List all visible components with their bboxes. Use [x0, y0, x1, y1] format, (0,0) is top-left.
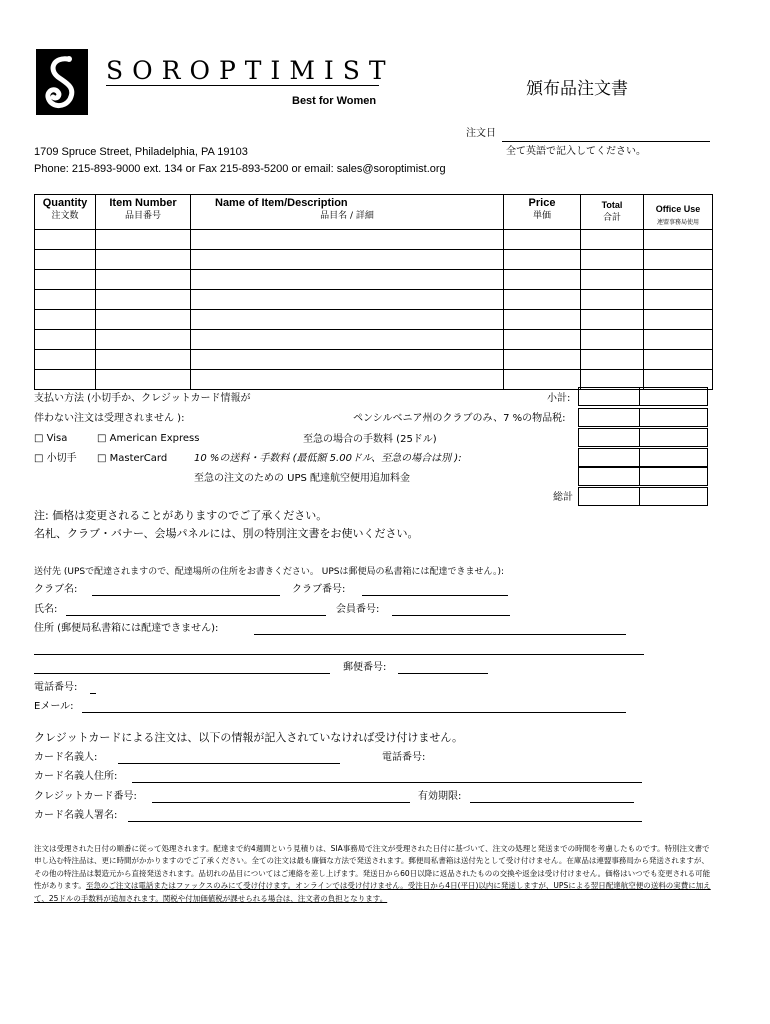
office-cell	[644, 270, 713, 290]
item-cell[interactable]	[96, 230, 191, 250]
card-number-field[interactable]	[152, 802, 410, 803]
qty-cell[interactable]	[35, 230, 96, 250]
item-cell[interactable]	[96, 350, 191, 370]
club-name-label: クラブ名:	[34, 584, 78, 595]
desc-cell[interactable]	[191, 270, 504, 290]
check-option[interactable]: □ 小切手	[34, 453, 77, 464]
subtotal-box[interactable]	[578, 387, 640, 406]
note-price-change: 注: 価格は変更されることがありますのでご了承ください。	[34, 509, 328, 522]
address-field-3[interactable]	[34, 673, 330, 674]
price-cell[interactable]	[504, 230, 581, 250]
document-title: 頒布品注文書	[526, 79, 628, 99]
brand-name: SOROPTIMIST	[106, 56, 395, 85]
credit-section-title: クレジットカードによる注文は、以下の情報が記入されていなければ受け付けません。	[34, 731, 464, 744]
phone-label: 電話番号:	[34, 682, 78, 693]
card-holder-address-field[interactable]	[132, 782, 642, 783]
order-date-field[interactable]	[502, 141, 710, 142]
total-cell[interactable]	[581, 230, 644, 250]
address-field-2[interactable]	[34, 654, 644, 655]
total-cell[interactable]	[581, 270, 644, 290]
tagline: Best for Women	[292, 95, 377, 107]
total-cell[interactable]	[581, 250, 644, 270]
member-number-label: 会員番号:	[336, 604, 380, 615]
qty-cell[interactable]	[35, 350, 96, 370]
office-cell	[644, 250, 713, 270]
total-cell[interactable]	[581, 310, 644, 330]
club-name-field[interactable]	[92, 595, 280, 596]
tax-box[interactable]	[578, 408, 640, 427]
address-line-1: 1709 Spruce Street, Philadelphia, PA 19103	[34, 146, 248, 158]
address-label: 住所 (郵便局私書箱には配達できません):	[34, 623, 219, 634]
amex-option[interactable]: □ American Express	[97, 433, 200, 444]
item-cell[interactable]	[96, 330, 191, 350]
checkbox-icon[interactable]: □	[97, 453, 107, 464]
col-description: Name of Item/Description 品目名 / 詳細	[191, 195, 504, 230]
office-cell	[644, 310, 713, 330]
shipping-label: 10 %の送料・手数料 (最低額 5.00ドル、至急の場合は別 ):	[194, 453, 462, 464]
tax-label: ペンシルベニア州のクラブのみ、7 %の物品税:	[353, 413, 566, 424]
subtotal-label: 小計:	[547, 393, 571, 404]
checkbox-icon[interactable]: □	[34, 433, 44, 444]
total-cell[interactable]	[581, 330, 644, 350]
order-date-label: 注文日	[466, 128, 496, 139]
col-price: Price 単価	[504, 195, 581, 230]
table-row	[35, 330, 713, 350]
soroptimist-logo	[36, 49, 88, 115]
office-box	[640, 428, 708, 447]
grand-total-box[interactable]	[578, 487, 640, 506]
expiry-field[interactable]	[470, 802, 634, 803]
ups-label: 至急の注文のための UPS 配達航空便用追加料金	[194, 473, 411, 484]
name-label: 氏名:	[34, 604, 58, 615]
visa-option[interactable]: □ Visa	[34, 433, 68, 444]
office-box	[640, 408, 708, 427]
expiry-label: 有効期限:	[418, 791, 462, 802]
signature-label: カード名義人署名:	[34, 810, 118, 821]
item-cell[interactable]	[96, 250, 191, 270]
brand-rule	[106, 85, 379, 86]
qty-cell[interactable]	[35, 310, 96, 330]
rush-fee-label: 至急の場合の手数料 (25ドル)	[303, 434, 437, 445]
office-cell	[644, 330, 713, 350]
price-cell[interactable]	[504, 350, 581, 370]
note-special-order: 名札、クラブ・バナー、会場パネルには、別の特別注文書をお使いください。	[34, 527, 419, 540]
fine-print: 注文は受理された日付の順番に従って処理されます。配達まで約4週間という見積りは、SIA事務局で注文が受理された日付に基づいて、注文の処理と発送までの時間を考慮したものです。特別注文書で申し込む特注品は、更に時間がかかりますのでご了承ください。全ての注文は最も廉価な方法で発送されます。郵便局私書箱は送付先として受け付けません。在庫品は連盟事務局から発送されますが、その他の特注品は製造元から直接発送されます。品切れの品目についてはご連絡を差し上げます。発送日から60日以降に返品されたものの交換や返金は受け付けません。価格はいつでも変更される可能性があります。至急のご注文は電話またはファックスのみにて受け付けます。オンラインでは受け付けません。受注日から4日(平日)以内に発送しますが、UPSによる翌日配達航空便の送料の実費に加えて、25ドルの手数料が追加されます。関税や付加価値税が課せられる場合は、注文者の負担となります。	[34, 844, 711, 903]
price-cell[interactable]	[504, 270, 581, 290]
checkbox-icon[interactable]: □	[97, 433, 107, 444]
item-cell[interactable]	[96, 370, 191, 390]
grand-total-label: 総計	[553, 492, 573, 503]
card-holder-field[interactable]	[118, 763, 340, 764]
card-holder-label: カード名義人:	[34, 752, 98, 763]
desc-cell[interactable]	[191, 310, 504, 330]
office-cell	[644, 290, 713, 310]
order-table	[34, 194, 713, 390]
ups-box[interactable]	[578, 467, 640, 486]
office-cell	[644, 230, 713, 250]
office-box	[640, 448, 708, 467]
email-field[interactable]	[82, 712, 626, 713]
item-cell[interactable]	[96, 270, 191, 290]
col-total: Total 合計	[581, 195, 644, 230]
postal-code-label: 郵便番号:	[343, 662, 387, 673]
qty-cell[interactable]	[35, 330, 96, 350]
email-label: Eメール:	[34, 701, 74, 712]
shipping-section-title: 送付先 (UPSで配達されますので、配達場所の住所をお書きください。 UPSは郵便局の私書箱には配達できません。):	[34, 567, 505, 577]
club-number-field[interactable]	[362, 595, 508, 596]
address-line-2: Phone: 215-893-9000 ext. 134 or Fax 215-893-5200 or email: sales@soroptimist.org	[34, 163, 446, 175]
col-item-number: Item Number 品目番号	[96, 195, 191, 230]
qty-cell[interactable]	[35, 290, 96, 310]
member-number-field[interactable]	[392, 615, 510, 616]
name-field[interactable]	[66, 615, 326, 616]
col-office-use: Office Use 連盟事務局使用	[644, 195, 713, 230]
mastercard-option[interactable]: □ MasterCard	[97, 453, 168, 464]
office-box	[640, 387, 708, 406]
price-cell[interactable]	[504, 310, 581, 330]
checkbox-icon[interactable]: □	[34, 453, 44, 464]
price-cell[interactable]	[504, 290, 581, 310]
payment-method-line2: 伴わない注文は受理されません ):	[34, 413, 185, 424]
office-cell	[644, 350, 713, 370]
phone-field[interactable]	[90, 693, 96, 694]
table-row	[35, 310, 713, 330]
english-note: 全て英語で記入してください。	[506, 146, 646, 157]
desc-cell[interactable]	[191, 350, 504, 370]
desc-cell[interactable]	[191, 230, 504, 250]
item-cell[interactable]	[96, 290, 191, 310]
price-cell[interactable]	[504, 250, 581, 270]
rush-fee-box[interactable]	[578, 428, 640, 447]
card-number-label: クレジットカード番号:	[34, 791, 137, 802]
club-number-label: クラブ番号:	[292, 584, 346, 595]
table-header-row	[35, 195, 713, 230]
total-cell[interactable]	[581, 350, 644, 370]
table-row	[35, 290, 713, 310]
price-cell[interactable]	[504, 330, 581, 350]
shipping-box[interactable]	[578, 448, 640, 467]
total-cell[interactable]	[581, 290, 644, 310]
postal-code-field[interactable]	[398, 673, 488, 674]
table-row	[35, 350, 713, 370]
table-row	[35, 250, 713, 270]
office-box	[640, 467, 708, 486]
signature-field[interactable]	[128, 821, 642, 822]
desc-cell[interactable]	[191, 290, 504, 310]
qty-cell[interactable]	[35, 250, 96, 270]
qty-cell[interactable]	[35, 270, 96, 290]
table-row	[35, 230, 713, 250]
price-cell[interactable]	[504, 370, 581, 390]
item-cell[interactable]	[96, 310, 191, 330]
desc-cell[interactable]	[191, 370, 504, 390]
payment-method-line1: 支払い方法 (小切手か、クレジットカード情報が	[34, 393, 251, 404]
col-quantity: Quantity 注文数	[35, 195, 96, 230]
card-phone-label: 電話番号:	[382, 752, 426, 763]
office-box	[640, 487, 708, 506]
table-row	[35, 270, 713, 290]
qty-cell[interactable]	[35, 370, 96, 390]
desc-cell[interactable]	[191, 330, 504, 350]
desc-cell[interactable]	[191, 250, 504, 270]
logo-s-icon	[36, 49, 88, 115]
card-holder-address-label: カード名義人住所:	[34, 771, 118, 782]
address-field[interactable]	[254, 634, 626, 635]
